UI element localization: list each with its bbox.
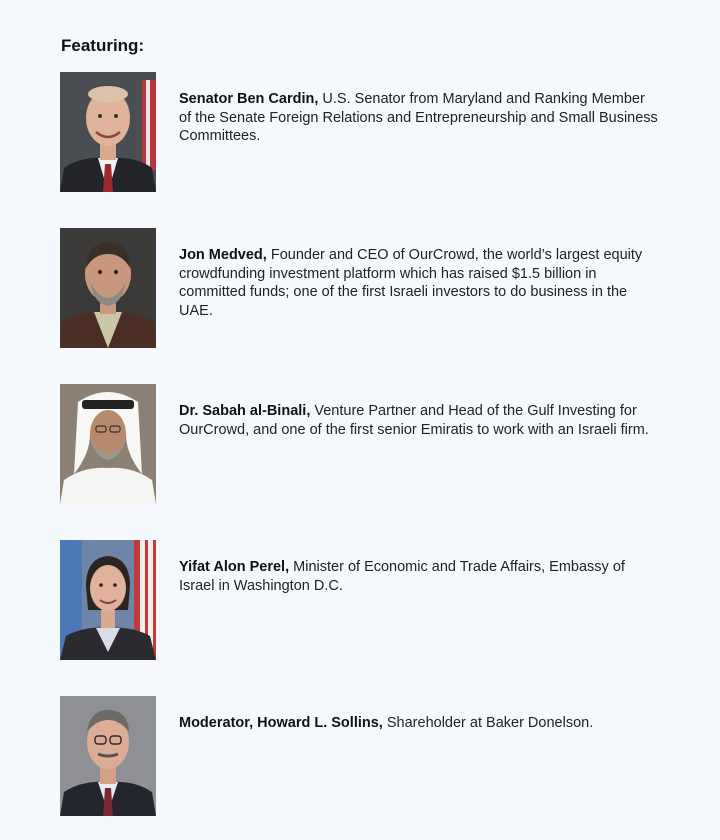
speaker-description: Minister of Economic and Trade Affairs, Embassy of Israel in Washington D.C. xyxy=(179,559,625,594)
portrait-ben-cardin xyxy=(60,72,156,192)
speaker-description: U.S. Senator from Maryland and Ranking Member of the Senate Foreign Relations and Entrepreneurship and Small Business Committees. xyxy=(179,91,658,144)
portrait-jon-medved xyxy=(60,228,156,348)
speaker-bio xyxy=(179,402,659,439)
portrait-howard-sollins xyxy=(60,696,156,816)
speaker-description: Founder and CEO of OurCrowd, the world’s largest equity crowdfunding investment platform which has raised $1.5 billion in committed funds; one of the first Israeli investors to do business in the UAE. xyxy=(179,247,643,319)
speaker-description: Venture Partner and Head of the Gulf Investing for OurCrowd, and one of the first senior Emiratis to work with an Israeli firm. xyxy=(179,403,649,438)
featuring-heading: Featuring: xyxy=(61,36,145,55)
speaker-name: Jon Medved, xyxy=(179,247,267,263)
speaker-entry xyxy=(60,72,670,192)
speaker-name: Senator Ben Cardin, xyxy=(179,91,319,107)
speaker-bio xyxy=(179,714,659,733)
speaker-bio xyxy=(179,558,659,595)
speaker-entry xyxy=(60,228,670,348)
speaker-entry xyxy=(60,540,670,660)
speaker-bio xyxy=(179,90,659,146)
portrait-sabah-al-binali xyxy=(60,384,156,504)
speaker-bio xyxy=(179,246,659,320)
speaker-entry xyxy=(60,696,670,816)
speaker-photo xyxy=(60,228,156,348)
portrait-yifat-alon-perel xyxy=(60,540,156,660)
speaker-name: Dr. Sabah al-Binali, xyxy=(179,403,311,419)
speaker-name: Yifat Alon Perel, xyxy=(179,559,290,575)
speaker-entry xyxy=(60,384,670,504)
speaker-photo xyxy=(60,540,156,660)
speaker-photo xyxy=(60,72,156,192)
speaker-photo xyxy=(60,384,156,504)
speaker-name: Moderator, Howard L. Sollins, xyxy=(179,715,383,731)
speaker-description: Shareholder at Baker Donelson. xyxy=(386,715,594,731)
speaker-photo xyxy=(60,696,156,816)
